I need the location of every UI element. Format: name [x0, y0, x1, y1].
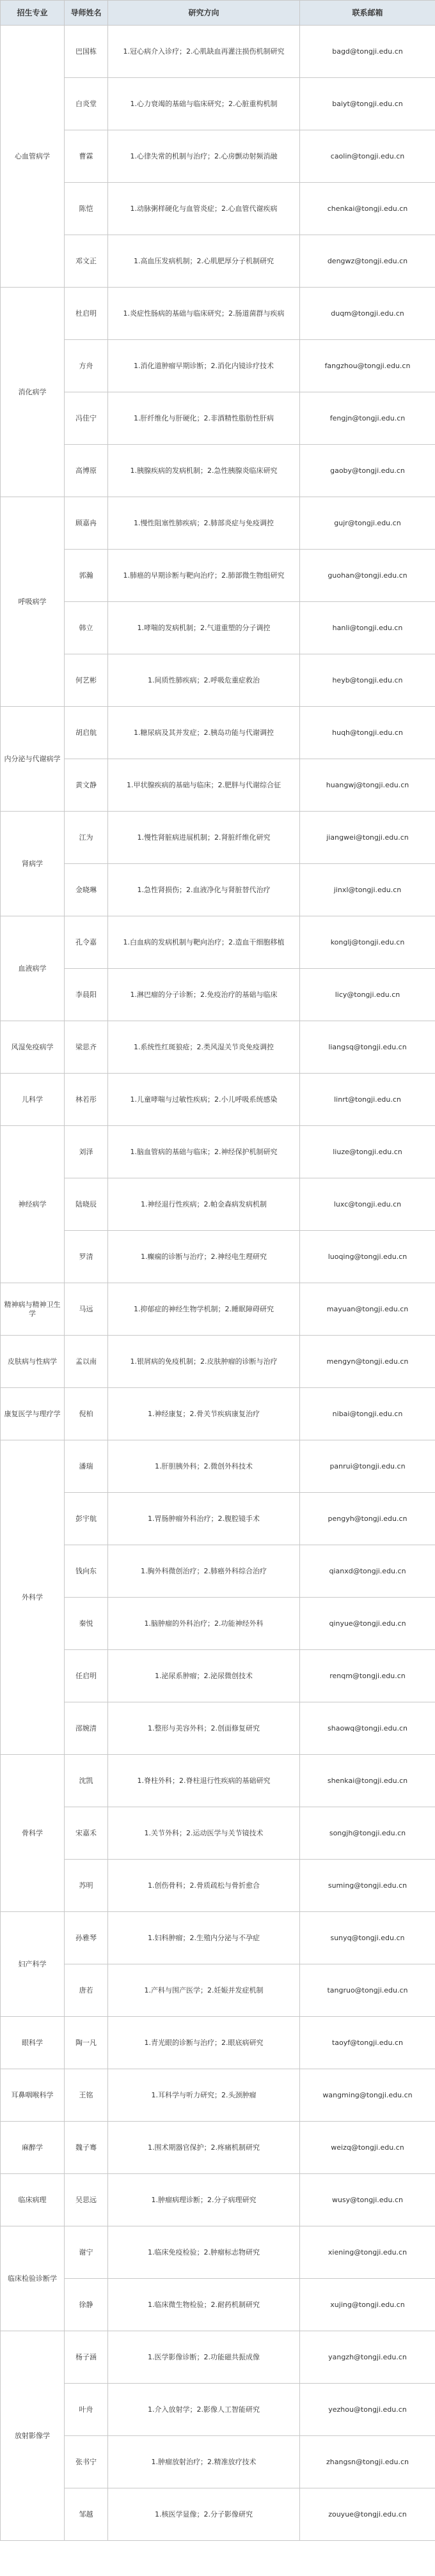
supervisor-name-cell: 杜启明 — [65, 288, 108, 340]
major-cell: 麻醉学 — [1, 2122, 65, 2174]
research-direction-cell: 1.高血压发病机制；2.心肌肥厚分子机制研究 — [108, 235, 300, 288]
major-cell: 血液病学 — [1, 916, 65, 1021]
header-email: 联系邮箱 — [300, 1, 435, 26]
major-cell: 风湿免疫病学 — [1, 1021, 65, 1074]
email-cell[interactable]: panrui@tongji.edu.cn — [300, 1440, 435, 1493]
table-row — [1, 235, 435, 288]
major-cell: 眼科学 — [1, 2017, 65, 2069]
research-direction-cell: 1.甲状腺疾病的基础与临床；2.肥胖与代谢综合征 — [108, 759, 300, 812]
table-row — [1, 497, 435, 550]
table-row — [1, 2069, 435, 2122]
major-cell: 放射影像学 — [1, 2331, 65, 2541]
supervisor-name-cell: 冯佳宁 — [65, 392, 108, 445]
table-row — [1, 1178, 435, 1231]
table-row — [1, 654, 435, 707]
table-row — [1, 1860, 435, 1912]
supervisor-name-cell: 王铭 — [65, 2069, 108, 2122]
major-cell: 骨科学 — [1, 1755, 65, 1912]
table-row — [1, 2331, 435, 2384]
email-cell[interactable]: fangzhou@tongji.edu.cn — [300, 340, 435, 392]
supervisor-name-cell: 杨子涵 — [65, 2331, 108, 2384]
table-row — [1, 707, 435, 759]
table-body — [1, 26, 435, 2541]
email-cell[interactable]: luoqing@tongji.edu.cn — [300, 1231, 435, 1283]
research-direction-cell: 1.心律失常的机制与治疗；2.心房颤动射频消融 — [108, 130, 300, 183]
supervisor-name-cell: 曹霖 — [65, 130, 108, 183]
table-row — [1, 1283, 435, 1336]
email-cell[interactable]: taoyf@tongji.edu.cn — [300, 2017, 435, 2069]
supervisor-name-cell: 沈凯 — [65, 1755, 108, 1807]
table-row — [1, 602, 435, 654]
research-direction-cell: 1.系统性红斑狼疮；2.类风湿关节炎免疫调控 — [108, 1021, 300, 1074]
research-direction-cell: 1.哮喘的发病机制；2.气道重塑的分子调控 — [108, 602, 300, 654]
header-supervisor: 导师姓名 — [65, 1, 108, 26]
email-cell[interactable]: pengyh@tongji.edu.cn — [300, 1493, 435, 1545]
supervisor-name-cell: 张书宁 — [65, 2436, 108, 2488]
email-cell[interactable]: liuze@tongji.edu.cn — [300, 1126, 435, 1178]
email-cell[interactable]: mayuan@tongji.edu.cn — [300, 1283, 435, 1336]
major-cell: 临床检验诊断学 — [1, 2226, 65, 2331]
table-row — [1, 1807, 435, 1860]
table-row — [1, 1493, 435, 1545]
supervisor-name-cell: 唐若 — [65, 1964, 108, 2017]
email-cell[interactable]: luxc@tongji.edu.cn — [300, 1178, 435, 1231]
table-row — [1, 392, 435, 445]
table-row — [1, 812, 435, 864]
email-cell[interactable]: caolin@tongji.edu.cn — [300, 130, 435, 183]
table-row — [1, 1336, 435, 1388]
research-direction-cell: 1.慢性肾脏病进展机制；2.肾脏纤维化研究 — [108, 812, 300, 864]
supervisor-name-cell: 孙雅琴 — [65, 1912, 108, 1964]
table-row — [1, 183, 435, 235]
email-cell[interactable]: liangsq@tongji.edu.cn — [300, 1021, 435, 1074]
research-direction-cell: 1.神经退行性疾病；2.帕金森病发病机制 — [108, 1178, 300, 1231]
research-direction-cell: 1.围术期器官保护；2.疼痛机制研究 — [108, 2122, 300, 2174]
table-header-row — [1, 1, 435, 26]
email-cell[interactable]: gujr@tongji.edu.cn — [300, 497, 435, 550]
email-cell[interactable]: bagd@tongji.edu.cn — [300, 26, 435, 78]
table-row — [1, 340, 435, 392]
email-cell[interactable]: sunyq@tongji.edu.cn — [300, 1912, 435, 1964]
research-direction-cell: 1.动脉粥样硬化与血管炎症；2.心血管代谢疾病 — [108, 183, 300, 235]
table-row — [1, 1126, 435, 1178]
supervisor-name-cell: 倪柏 — [65, 1388, 108, 1440]
supervisor-name-cell: 彭宇航 — [65, 1493, 108, 1545]
research-direction-cell: 1.脑血管病的基础与临床；2.神经保护机制研究 — [108, 1126, 300, 1178]
email-cell[interactable]: zouyue@tongji.edu.cn — [300, 2488, 435, 2541]
research-direction-cell: 1.胰腺疾病的发病机制；2.急性胰腺炎临床研究 — [108, 445, 300, 497]
research-direction-cell: 1.糖尿病及其并发症；2.胰岛功能与代谢调控 — [108, 707, 300, 759]
supervisor-name-cell: 白炎堂 — [65, 78, 108, 130]
email-cell[interactable]: tangruo@tongji.edu.cn — [300, 1964, 435, 2017]
email-cell[interactable]: wusy@tongji.edu.cn — [300, 2174, 435, 2226]
email-cell[interactable]: konglj@tongji.edu.cn — [300, 916, 435, 969]
supervisor-name-cell: 罗清 — [65, 1231, 108, 1283]
email-cell[interactable]: wangming@tongji.edu.cn — [300, 2069, 435, 2122]
research-direction-cell: 1.关节外科；2.运动医学与关节镜技术 — [108, 1807, 300, 1860]
table-row — [1, 2384, 435, 2436]
email-cell[interactable]: nibai@tongji.edu.cn — [300, 1388, 435, 1440]
table-row — [1, 1074, 435, 1126]
research-direction-cell: 1.临床免疫检验；2.肿瘤标志物研究 — [108, 2226, 300, 2279]
major-cell: 儿科学 — [1, 1074, 65, 1126]
supervisor-name-cell: 徐静 — [65, 2279, 108, 2331]
major-cell: 内分泌与代谢病学 — [1, 707, 65, 812]
table-row — [1, 1388, 435, 1440]
table-row — [1, 1231, 435, 1283]
supervisor-name-cell: 陶一凡 — [65, 2017, 108, 2069]
supervisor-name-cell: 潘瑞 — [65, 1440, 108, 1493]
supervisor-name-cell: 高博原 — [65, 445, 108, 497]
email-cell[interactable]: guohan@tongji.edu.cn — [300, 550, 435, 602]
table-row — [1, 759, 435, 812]
email-cell[interactable]: suming@tongji.edu.cn — [300, 1860, 435, 1912]
table-row — [1, 2017, 435, 2069]
major-cell: 精神病与精神卫生学 — [1, 1283, 65, 1336]
email-cell[interactable]: xiening@tongji.edu.cn — [300, 2226, 435, 2279]
supervisor-name-cell: 邹越 — [65, 2488, 108, 2541]
research-direction-cell: 1.儿童哮喘与过敏性疾病；2.小儿呼吸系统感染 — [108, 1074, 300, 1126]
supervisor-name-cell: 谢宁 — [65, 2226, 108, 2279]
email-cell[interactable]: jinxl@tongji.edu.cn — [300, 864, 435, 916]
supervisor-name-cell: 马远 — [65, 1283, 108, 1336]
email-cell[interactable]: licy@tongji.edu.cn — [300, 969, 435, 1021]
supervisor-name-cell: 黄文静 — [65, 759, 108, 812]
research-direction-cell: 1.介入放射学；2.影像人工智能研究 — [108, 2384, 300, 2436]
header-major: 招生专业 — [1, 1, 65, 26]
table-row — [1, 864, 435, 916]
email-cell[interactable]: mengyn@tongji.edu.cn — [300, 1336, 435, 1388]
table-row — [1, 1598, 435, 1650]
email-cell[interactable]: songjh@tongji.edu.cn — [300, 1807, 435, 1860]
research-direction-cell: 1.胃肠肿瘤外科治疗；2.腹腔镜手术 — [108, 1493, 300, 1545]
email-cell[interactable]: shaowq@tongji.edu.cn — [300, 1702, 435, 1755]
email-cell[interactable]: qinyue@tongji.edu.cn — [300, 1598, 435, 1650]
research-direction-cell: 1.肿瘤放射治疗；2.精准放疗技术 — [108, 2436, 300, 2488]
research-direction-cell: 1.肝胆胰外科；2.微创外科技术 — [108, 1440, 300, 1493]
research-direction-cell: 1.脑肿瘤的外科治疗；2.功能神经外科 — [108, 1598, 300, 1650]
major-cell: 耳鼻咽喉科学 — [1, 2069, 65, 2122]
email-cell[interactable]: shenkai@tongji.edu.cn — [300, 1755, 435, 1807]
table-row — [1, 130, 435, 183]
research-direction-cell: 1.核医学显像；2.分子影像研究 — [108, 2488, 300, 2541]
research-direction-cell: 1.临床微生物检验；2.耐药机制研究 — [108, 2279, 300, 2331]
supervisor-name-cell: 苏明 — [65, 1860, 108, 1912]
research-direction-cell: 1.急性肾损伤；2.血液净化与肾脏替代治疗 — [108, 864, 300, 916]
major-cell: 神经病学 — [1, 1126, 65, 1283]
supervisor-name-cell: 陆晓辰 — [65, 1178, 108, 1231]
email-cell[interactable]: xujing@tongji.edu.cn — [300, 2279, 435, 2331]
major-cell: 消化病学 — [1, 288, 65, 497]
supervisor-name-cell: 叶舟 — [65, 2384, 108, 2436]
email-cell[interactable]: yangzh@tongji.edu.cn — [300, 2331, 435, 2384]
table-row — [1, 78, 435, 130]
table-row — [1, 288, 435, 340]
research-direction-cell: 1.慢性阻塞性肺疾病；2.肺部炎症与免疫调控 — [108, 497, 300, 550]
table-row — [1, 1650, 435, 1702]
major-cell: 康复医学与理疗学 — [1, 1388, 65, 1440]
supervisor-name-cell: 金晓琳 — [65, 864, 108, 916]
email-cell[interactable]: huqh@tongji.edu.cn — [300, 707, 435, 759]
supervisor-name-cell: 钱向东 — [65, 1545, 108, 1598]
supervisor-name-cell: 林若彤 — [65, 1074, 108, 1126]
email-cell[interactable]: dengwz@tongji.edu.cn — [300, 235, 435, 288]
supervisor-name-cell: 方舟 — [65, 340, 108, 392]
research-direction-cell: 1.冠心病介入诊疗；2.心肌缺血再灌注损伤机制研究 — [108, 26, 300, 78]
supervisor-name-cell: 宋嘉禾 — [65, 1807, 108, 1860]
table-row — [1, 2226, 435, 2279]
supervisor-name-cell: 吴思远 — [65, 2174, 108, 2226]
supervisor-name-cell: 何艺彬 — [65, 654, 108, 707]
table-row — [1, 2174, 435, 2226]
research-direction-cell: 1.神经康复；2.骨关节疾病康复治疗 — [108, 1388, 300, 1440]
table-row — [1, 2279, 435, 2331]
table-row — [1, 26, 435, 78]
supervisor-name-cell: 梁思齐 — [65, 1021, 108, 1074]
supervisor-name-cell: 任启明 — [65, 1650, 108, 1702]
research-direction-cell: 1.消化道肿瘤早期诊断；2.消化内镜诊疗技术 — [108, 340, 300, 392]
table-row — [1, 2122, 435, 2174]
major-cell: 心血管病学 — [1, 26, 65, 288]
research-direction-cell: 1.银屑病的免疫机制；2.皮肤肿瘤的诊断与治疗 — [108, 1336, 300, 1388]
email-cell[interactable]: hanli@tongji.edu.cn — [300, 602, 435, 654]
email-cell[interactable]: renqm@tongji.edu.cn — [300, 1650, 435, 1702]
table-row — [1, 1964, 435, 2017]
research-direction-cell: 1.抑郁症的神经生物学机制；2.睡眠障碍研究 — [108, 1283, 300, 1336]
research-direction-cell: 1.整形与美容外科；2.创面修复研究 — [108, 1702, 300, 1755]
email-cell[interactable]: heyb@tongji.edu.cn — [300, 654, 435, 707]
table-row — [1, 1912, 435, 1964]
major-cell: 临床病理 — [1, 2174, 65, 2226]
supervisor-name-cell: 韩立 — [65, 602, 108, 654]
research-direction-cell: 1.产科与围产医学；2.妊娠并发症机制 — [108, 1964, 300, 2017]
supervisor-name-cell: 巴国栋 — [65, 26, 108, 78]
table-row — [1, 916, 435, 969]
supervisor-name-cell: 邓文正 — [65, 235, 108, 288]
major-cell: 外科学 — [1, 1440, 65, 1755]
supervisor-name-cell: 江为 — [65, 812, 108, 864]
major-cell: 肾病学 — [1, 812, 65, 916]
email-cell[interactable]: huangwj@tongji.edu.cn — [300, 759, 435, 812]
research-direction-cell: 1.心力衰竭的基础与临床研究；2.心脏重构机制 — [108, 78, 300, 130]
research-direction-cell: 1.淋巴瘤的分子诊断；2.免疫治疗的基础与临床 — [108, 969, 300, 1021]
supervisor-name-cell: 秦悦 — [65, 1598, 108, 1650]
supervisor-name-cell: 胡启航 — [65, 707, 108, 759]
table-row — [1, 1755, 435, 1807]
supervisor-name-cell: 孟以南 — [65, 1336, 108, 1388]
research-direction-cell: 1.炎症性肠病的基础与临床研究；2.肠道菌群与疾病 — [108, 288, 300, 340]
supervisor-name-cell: 李晨阳 — [65, 969, 108, 1021]
supervisor-name-cell: 郭瀚 — [65, 550, 108, 602]
major-cell: 呼吸病学 — [1, 497, 65, 707]
research-direction-cell: 1.创伤骨科；2.骨质疏松与骨折愈合 — [108, 1860, 300, 1912]
email-cell[interactable]: fengjn@tongji.edu.cn — [300, 392, 435, 445]
research-direction-cell: 1.耳科学与听力研究；2.头颈肿瘤 — [108, 2069, 300, 2122]
table-row — [1, 550, 435, 602]
major-cell: 皮肤病与性病学 — [1, 1336, 65, 1388]
research-direction-cell: 1.胸外科微创治疗；2.肺癌外科综合治疗 — [108, 1545, 300, 1598]
research-direction-cell: 1.青光眼的诊断与治疗；2.眼底病研究 — [108, 2017, 300, 2069]
email-cell[interactable]: duqm@tongji.edu.cn — [300, 288, 435, 340]
email-cell[interactable]: weizq@tongji.edu.cn — [300, 2122, 435, 2174]
email-cell[interactable]: jiangwei@tongji.edu.cn — [300, 812, 435, 864]
email-cell[interactable]: linrt@tongji.edu.cn — [300, 1074, 435, 1126]
major-cell: 妇产科学 — [1, 1912, 65, 2017]
table-row — [1, 1702, 435, 1755]
table-row — [1, 2436, 435, 2488]
research-direction-cell: 1.妇科肿瘤；2.生殖内分泌与不孕症 — [108, 1912, 300, 1964]
research-direction-cell: 1.脊柱外科；2.脊柱退行性疾病的基础研究 — [108, 1755, 300, 1807]
research-direction-cell: 1.肺癌的早期诊断与靶向治疗；2.肺部微生物组研究 — [108, 550, 300, 602]
research-direction-cell: 1.肿瘤病理诊断；2.分子病理研究 — [108, 2174, 300, 2226]
research-direction-cell: 1.医学影像诊断；2.功能磁共振成像 — [108, 2331, 300, 2384]
table-row — [1, 1545, 435, 1598]
header-direction: 研究方向 — [108, 1, 300, 26]
table-row — [1, 445, 435, 497]
research-direction-cell: 1.间质性肺疾病；2.呼吸危重症救治 — [108, 654, 300, 707]
email-cell[interactable]: zhangsn@tongji.edu.cn — [300, 2436, 435, 2488]
supervisor-name-cell: 刘泽 — [65, 1126, 108, 1178]
research-direction-cell: 1.癫痫的诊断与治疗；2.神经电生理研究 — [108, 1231, 300, 1283]
supervisor-name-cell: 陈恺 — [65, 183, 108, 235]
research-direction-cell: 1.白血病的发病机制与靶向治疗；2.造血干细胞移植 — [108, 916, 300, 969]
table-row — [1, 1021, 435, 1074]
supervisor-name-cell: 顾嘉冉 — [65, 497, 108, 550]
research-direction-cell: 1.泌尿系肿瘤；2.泌尿微创技术 — [108, 1650, 300, 1702]
email-cell[interactable]: yezhou@tongji.edu.cn — [300, 2384, 435, 2436]
supervisor-name-cell: 魏子骞 — [65, 2122, 108, 2174]
table-row — [1, 1440, 435, 1493]
supervisor-name-cell: 邵婉清 — [65, 1702, 108, 1755]
email-cell[interactable]: baiyt@tongji.edu.cn — [300, 78, 435, 130]
email-cell[interactable]: qianxd@tongji.edu.cn — [300, 1545, 435, 1598]
supervisor-name-cell: 孔令嘉 — [65, 916, 108, 969]
table-row — [1, 2488, 435, 2541]
research-direction-cell: 1.肝纤维化与肝硬化；2.非酒精性脂肪性肝病 — [108, 392, 300, 445]
email-cell[interactable]: chenkai@tongji.edu.cn — [300, 183, 435, 235]
table-row — [1, 969, 435, 1021]
email-cell[interactable]: gaoby@tongji.edu.cn — [300, 445, 435, 497]
